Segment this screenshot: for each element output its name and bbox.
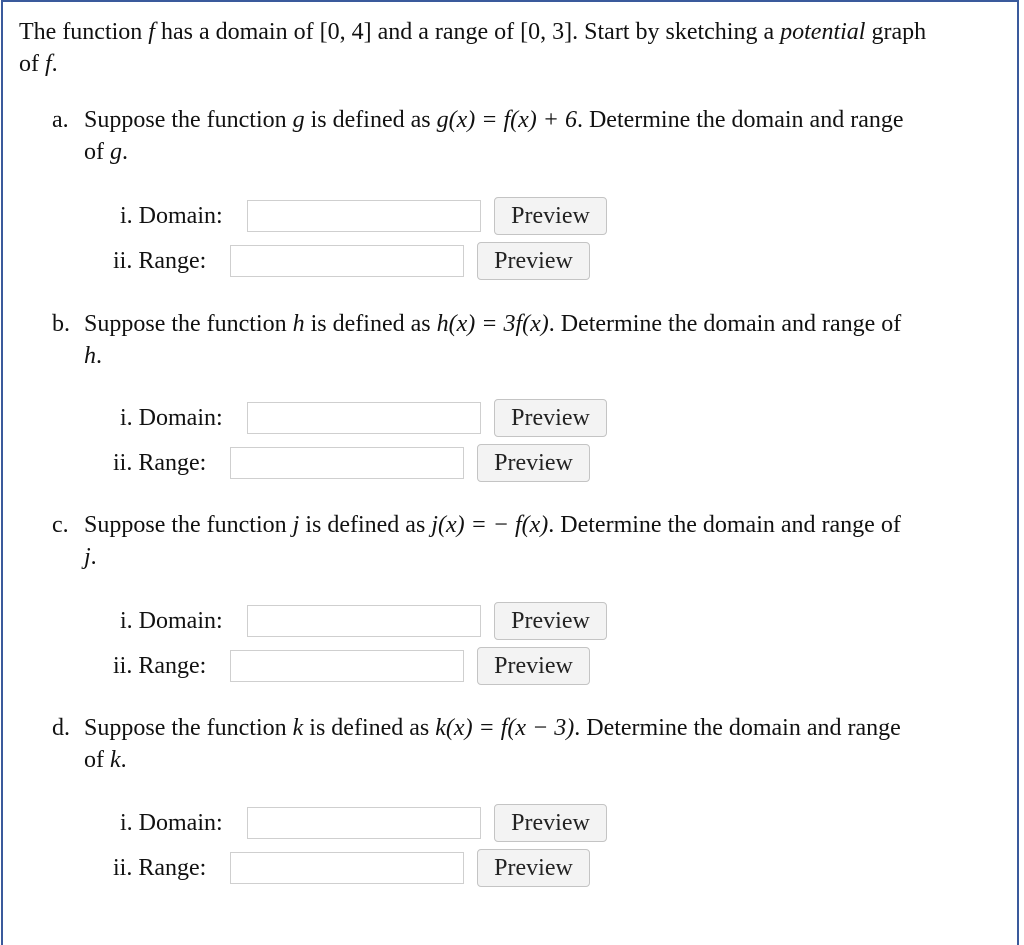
part-letter: b. — [52, 311, 70, 337]
prompt-text: is defined as — [304, 311, 437, 337]
part-d-prompt — [52, 712, 1002, 776]
prompt-text: . — [90, 544, 97, 570]
part-letter: c. — [52, 512, 69, 538]
math-fn: j — [292, 512, 300, 538]
math-fn: g — [110, 139, 122, 165]
domain-answer-field[interactable] — [247, 200, 481, 232]
prompt-text: Suppose the function — [84, 311, 293, 337]
prompt-text: is defined as — [299, 512, 432, 538]
prompt-text: . — [120, 747, 127, 773]
math-fn: h — [84, 343, 96, 369]
prompt-text: . Determine the domain and range of — [548, 512, 901, 538]
prompt-text: . Determine the domain and range — [576, 107, 904, 133]
math-f: f — [148, 19, 155, 45]
part-a-prompt — [52, 104, 1002, 168]
part-letter: a. — [52, 107, 69, 133]
domain-preview-button[interactable]: Preview — [494, 399, 607, 437]
intro-text: The function — [19, 19, 149, 45]
prompt-text: Suppose the function — [84, 512, 293, 538]
part-c-prompt — [52, 509, 1002, 573]
prompt-text: . Determine the domain and range — [574, 715, 901, 741]
prompt-text: . Determine the domain and range of — [548, 311, 902, 337]
math-f: f — [45, 51, 52, 77]
domain-label: i. Domain: — [120, 405, 223, 431]
prompt-text: . — [122, 139, 128, 165]
problem-intro — [19, 16, 999, 80]
question-frame — [1, 0, 1019, 945]
range-preview-button[interactable]: Preview — [477, 242, 590, 280]
range-label: ii. Range: — [113, 653, 207, 679]
math-fn: g — [292, 107, 305, 133]
range-answer-field[interactable] — [230, 245, 464, 277]
intro-emphasis: potential — [780, 19, 866, 45]
range-answer-field[interactable] — [230, 852, 464, 884]
math-expression: h(x) = 3f(x) — [436, 311, 549, 337]
domain-label: i. Domain: — [120, 608, 223, 634]
prompt-text — [52, 343, 84, 369]
prompt-text: is defined as — [304, 107, 437, 133]
domain-preview-button[interactable]: Preview — [494, 602, 607, 640]
math-expression: k(x) = f(x − 3) — [435, 715, 575, 741]
range-preview-button[interactable]: Preview — [477, 647, 590, 685]
math-fn: k — [110, 747, 121, 773]
domain-preview-button[interactable]: Preview — [494, 197, 607, 235]
range-answer-field[interactable] — [230, 447, 464, 479]
prompt-text: Suppose the function — [84, 107, 293, 133]
domain-label: i. Domain: — [120, 203, 223, 229]
prompt-text: of — [84, 139, 110, 165]
math-fn: j — [84, 544, 91, 570]
intro-text: has a domain of [0, 4] and a range of [0, 3]. Start by sketching a — [154, 19, 781, 45]
range-preview-button[interactable]: Preview — [477, 849, 590, 887]
range-answer-field[interactable] — [230, 650, 464, 682]
prompt-text — [52, 544, 84, 570]
prompt-text: . — [96, 343, 102, 369]
math-expression: g(x) = f(x) + 6 — [436, 107, 577, 133]
range-label: ii. Range: — [113, 450, 207, 476]
intro-text: . — [51, 51, 58, 77]
math-expression: j(x) = − f(x) — [431, 512, 549, 538]
range-label: ii. Range: — [113, 855, 207, 881]
range-label: ii. Range: — [113, 248, 207, 274]
domain-label: i. Domain: — [120, 810, 223, 836]
domain-answer-field[interactable] — [247, 402, 481, 434]
intro-text: graph — [865, 19, 927, 45]
range-preview-button[interactable]: Preview — [477, 444, 590, 482]
prompt-text: of — [84, 747, 110, 773]
part-letter: d. — [52, 715, 70, 741]
math-fn: h — [292, 311, 305, 337]
intro-text: of — [19, 51, 45, 77]
domain-preview-button[interactable]: Preview — [494, 804, 607, 842]
domain-answer-field[interactable] — [247, 605, 481, 637]
part-b-prompt — [52, 308, 1002, 372]
prompt-text: Suppose the function — [84, 715, 293, 741]
prompt-text: is defined as — [303, 715, 436, 741]
domain-answer-field[interactable] — [247, 807, 481, 839]
math-fn: k — [292, 715, 304, 741]
